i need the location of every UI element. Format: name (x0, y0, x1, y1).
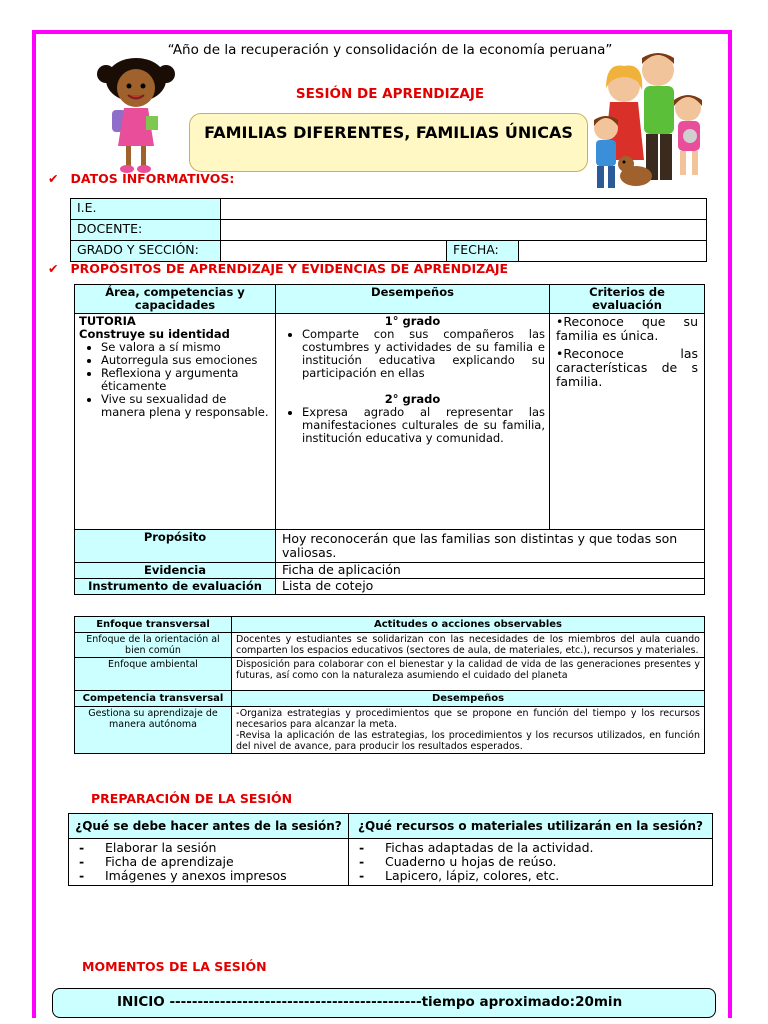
list-item: • Reflexiona y argumenta éticamente (101, 367, 271, 393)
datos-table (70, 198, 707, 262)
competencia-name: Gestiona su aprendizaje de manera autónoma (75, 707, 232, 754)
enfoque-name: Enfoque de la orientación al bien común (75, 633, 232, 658)
desempenos-cell (276, 314, 550, 530)
proposito-text: Hoy reconocerán que las familias son distintas y que todas son valiosas. (276, 530, 705, 563)
grado-value[interactable] (221, 241, 447, 262)
list-item: - Elaborar la sesión (77, 841, 340, 855)
enfoque-actitud: Disposición para colaborar con el bienestar y la calidad de vida de las generaciones presentes y futuras, así como con la naturaleza asumiendo el cuidado del planeta (232, 658, 705, 691)
ie-label: I.E. (71, 199, 221, 220)
list-item: - Imágenes y anexos impresos (77, 869, 340, 883)
list-item: - Fichas adaptadas de la actividad. (357, 841, 704, 855)
header-criterios: Criterios de evaluación (550, 285, 705, 314)
year-motto: “Año de la recuperación y consolidación de la economía peruana” (167, 42, 613, 58)
list-item: • Autorregula sus emociones (101, 354, 271, 367)
recursos-list (357, 841, 704, 883)
main-title: FAMILIAS DIFERENTES, FAMILIAS ÚNICAS (204, 123, 573, 142)
docente-label: DOCENTE: (71, 220, 221, 241)
header-antes: ¿Qué se debe hacer antes de la sesión? (69, 814, 349, 839)
propositos-table (74, 284, 705, 595)
datos-heading (48, 171, 234, 186)
list-item: • Vive su sexualidad de manera plena y responsable. (101, 393, 271, 419)
inicio-text: INICIO ---------------------------------------------tiempo aproximado:20min (117, 994, 623, 1010)
fecha-label: FECHA: (447, 241, 519, 262)
instrumento-label: Instrumento de evaluación (75, 579, 276, 595)
list-item: - Cuaderno u hojas de reúso. (357, 855, 704, 869)
list-item: • Expresa agrado al representar las manifestaciones culturales de su familia, institución educativa y comunidad. (302, 406, 545, 445)
criterio-item: •Reconoce las características de s familia. (556, 346, 698, 389)
enfoque-actitud: Docentes y estudiantes se solidarizan con las necesidades de los miembros del aula cuando comparten los espacios educativos (sectores de aula, de materiales, etc.), recursos y materiales. (232, 633, 705, 658)
instrumento-text: Lista de cotejo (276, 579, 705, 595)
list-item: • Comparte con sus compañeros las costumbres y actividades de su familia e institución educativa explicando su participación en ellas (302, 328, 545, 380)
grado1-title: 1° grado (384, 314, 441, 328)
datos-heading-text: DATOS INFORMATIVOS: (70, 171, 235, 186)
recursos-cell (349, 839, 713, 886)
criterios-cell (550, 314, 705, 530)
competencia-name: Construye su identidad (79, 327, 230, 341)
list-item: • Se valora a sí mismo (101, 341, 271, 354)
preparacion-heading: PREPARACIÓN DE LA SESIÓN (91, 791, 293, 806)
enfoques-table (74, 616, 705, 754)
criterio-item: •Reconoce que su familia es única. (556, 314, 698, 343)
header-competencia: Competencia transversal (75, 691, 232, 707)
list-item: - Ficha de aprendizaje (77, 855, 340, 869)
area-name: TUTORIA (79, 314, 136, 328)
desempeno-item: -Revisa la aplicación de las estrategias, los procedimientos y los recursos utilizados, en función del nivel de avance, para producir los resultados esperados. (236, 730, 700, 752)
family-illustration (580, 48, 720, 202)
propositos-heading-text: PROPÓSITOS DE APRENDIZAJE Y EVIDENCIAS DE APRENDIZAJE (70, 261, 509, 276)
grado2-title: 2° grado (384, 392, 441, 406)
docente-value[interactable] (221, 220, 707, 241)
desempeno-item: -Organiza estrategias y procedimientos que se propone en función del tiempo y los recursos necesarios para alcanzar la meta. (236, 708, 700, 730)
header-actitudes: Actitudes o acciones observables (232, 617, 705, 633)
antes-cell (69, 839, 349, 886)
session-title-box (189, 113, 588, 172)
check-icon: ✔ (48, 171, 59, 186)
header-comp-desempenos: Desempeños (232, 691, 705, 707)
evidencia-label: Evidencia (75, 563, 276, 579)
propositos-heading (48, 261, 508, 276)
grado-label: GRADO Y SECCIÓN: (71, 241, 221, 262)
area-cell (75, 314, 276, 530)
header-desempenos: Desempeños (276, 285, 550, 314)
momentos-heading: MOMENTOS DE LA SESIÓN (82, 959, 267, 974)
evidencia-text: Ficha de aplicación (276, 563, 705, 579)
competencia-desempenos (232, 707, 705, 754)
inicio-bar (52, 988, 716, 1018)
check-icon: ✔ (48, 261, 59, 276)
enfoque-name: Enfoque ambiental (75, 658, 232, 691)
grado1-list (280, 328, 545, 380)
list-item: - Lapicero, lápiz, colores, etc. (357, 869, 704, 883)
capacidades-list (79, 341, 271, 419)
preparacion-table (68, 813, 713, 886)
header-area: Área, competencias y capacidades (75, 285, 276, 314)
header-recursos: ¿Qué recursos o materiales utilizarán en la sesión? (349, 814, 713, 839)
header-enfoque: Enfoque transversal (75, 617, 232, 633)
antes-list (77, 841, 340, 883)
proposito-label: Propósito (75, 530, 276, 563)
session-title: SESIÓN DE APRENDIZAJE (295, 86, 485, 102)
girl-illustration (96, 54, 176, 176)
grado2-list (280, 406, 545, 445)
ie-value[interactable] (221, 199, 707, 220)
fecha-value[interactable] (519, 241, 707, 262)
